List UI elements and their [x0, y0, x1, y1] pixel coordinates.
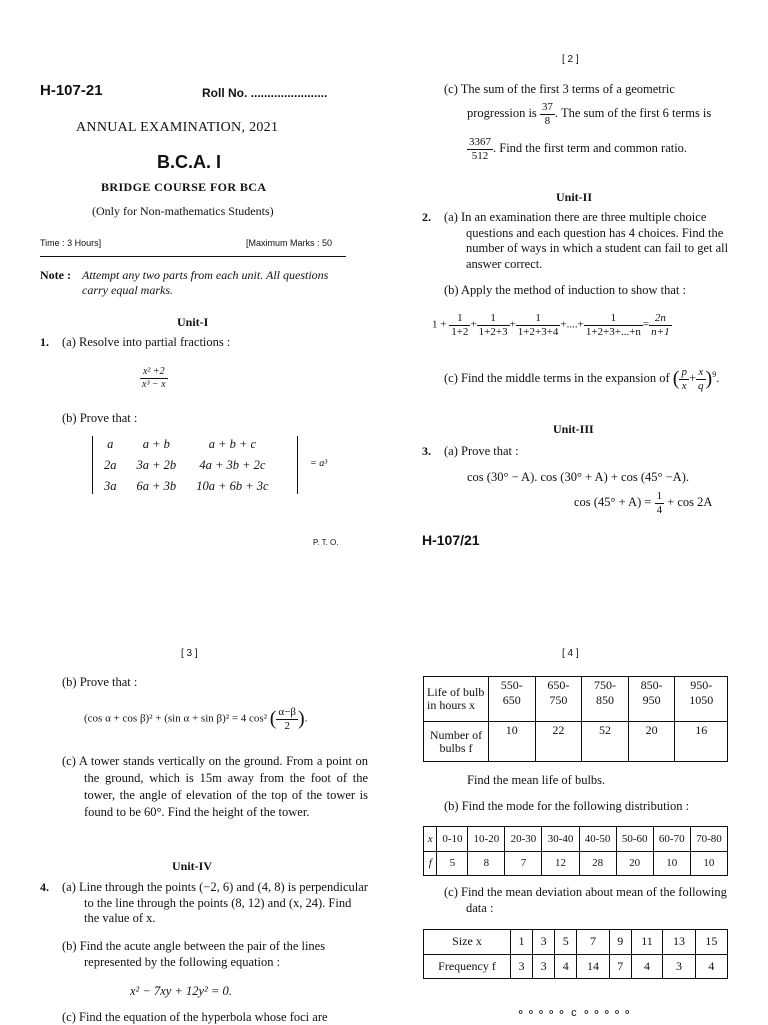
course-title: B.C.A. I [157, 152, 222, 172]
table-row [424, 827, 728, 852]
question-4a: (a) Line through the points (−2, 6) and (4, 8) is perpendicular to the line through the points (8, 12) and (x, 24). Find the value of x. [62, 880, 368, 925]
table-cell: 7 [505, 851, 542, 876]
fraction-numerator: x [696, 366, 706, 380]
question-3-number: 3. [422, 444, 431, 458]
page-number: [ 4 ] [562, 648, 579, 659]
table-cell: 3 [511, 954, 533, 979]
fraction-denominator: 1+2+3 [478, 325, 508, 338]
fraction-denominator: q [698, 379, 704, 392]
bulb-life-table [423, 676, 728, 762]
fraction-denominator: 8 [544, 114, 551, 127]
series-lead: 1 + [432, 318, 447, 331]
unit-4-heading: Unit-IV [172, 859, 213, 873]
fraction-numerator: 2n [649, 312, 671, 326]
question-2-number: 2. [422, 210, 431, 224]
table-cell: 1 [511, 930, 533, 955]
fraction-numerator: x² +2 [140, 366, 168, 379]
partial-fraction-expression [140, 366, 168, 390]
fraction-numerator: 1 [477, 312, 510, 326]
determinant-right-bar [297, 436, 298, 494]
determinant-matrix [94, 434, 279, 497]
fraction-numerator: 37 [541, 101, 553, 113]
fraction-numerator: 1 [584, 312, 643, 326]
determinant-row [94, 476, 279, 497]
plus-sign: + [470, 318, 477, 331]
end-of-paper-mark: ⚬⚬⚬⚬⚬ c ⚬⚬⚬⚬⚬ [516, 1007, 633, 1019]
determinant-row [94, 455, 279, 476]
exam-title: ANNUAL EXAMINATION, 2021 [76, 120, 279, 135]
determinant-left-bar [92, 436, 93, 494]
table-header-cell: 850-950 [628, 677, 675, 722]
question-1a: (a) Resolve into partial fractions : [62, 335, 231, 349]
fraction-numerator: 1 [656, 490, 663, 502]
question-1c-text: progression is [467, 106, 537, 121]
unit-3-heading: Unit-III [553, 422, 594, 436]
table-row [424, 722, 728, 762]
identity-text: (cos α + cos β)² + (sin α + sin β)² = 4 cos² [84, 712, 267, 725]
question-2b: (b) Apply the method of induction to show that : [444, 283, 686, 297]
fraction-denominator: 4 [656, 503, 663, 516]
fraction-numerator: 3367 [469, 136, 491, 148]
table-cell: 9 [609, 930, 631, 955]
page-turn-marker: P. T. O. [313, 538, 339, 547]
determinant-cell: 4a + 3b + 2c [199, 458, 266, 472]
fraction-numerator: 1 [449, 312, 470, 326]
determinant-result: = a³ [310, 458, 328, 469]
determinant-cell: 3a + 2b [136, 458, 177, 472]
table-cell: 14 [577, 954, 609, 979]
question-4b: (b) Find the acute angle between the pair of the lines represented by the following equation : [62, 939, 326, 969]
roll-number: Roll No. ....................... [202, 86, 328, 100]
fraction-denominator: x [681, 379, 687, 392]
table-header-cell: 650-750 [535, 677, 582, 722]
mode-distribution-table [423, 826, 728, 876]
determinant-cell: 2a [104, 458, 117, 472]
table-cell: 20-30 [505, 827, 542, 852]
question-2c: (c) Find the middle terms in the expansion of ( $\frac{p}{x}$ + $\frac{x}{q}$ )$^9$. [444, 366, 720, 392]
table-cell: 15 [695, 930, 727, 955]
table-cell: 22 [535, 722, 582, 762]
table-cell: 4 [555, 954, 577, 979]
determinant-cell: a + b + c [208, 437, 257, 451]
determinant-cell: a + b [142, 437, 170, 451]
paper-code: H-107-21 [40, 82, 103, 99]
table-cell: 10 [690, 851, 727, 876]
table-cell: 30-40 [542, 827, 579, 852]
series-dots: +....+ [560, 318, 584, 331]
determinant-cell: 6a + 3b [136, 479, 177, 493]
footer-paper-code: H-107/21 [422, 532, 480, 548]
table-cell: 60-70 [653, 827, 690, 852]
question-1c-text: . Find the first term and common ratio. [493, 141, 688, 156]
fraction-denominator: 512 [471, 149, 489, 162]
question-4c: (c) Find the equation of the hyperbola whose foci are [62, 1010, 328, 1024]
table-header-cell: Frequency f [424, 954, 511, 979]
table-header-cell: Size x [424, 930, 511, 955]
table-header-cell: 750-850 [582, 677, 629, 722]
question-4-number: 4. [40, 880, 49, 894]
question-3a-line2 [574, 490, 712, 516]
fraction-numerator: α−β [278, 706, 296, 718]
fraction-denominator: 1+2+3+4 [517, 325, 559, 338]
determinant-cell: a [107, 437, 114, 451]
question-3a: (a) Prove that : [444, 444, 519, 458]
table-cell: 40-50 [579, 827, 616, 852]
table-row [424, 677, 728, 722]
page-number: [ 3 ] [181, 648, 198, 659]
table-cell: 28 [579, 851, 616, 876]
question-5c: (c) Find the mean deviation about mean of the following data : [444, 885, 727, 915]
table-header-cell: 950-1050 [675, 677, 728, 722]
table-row [424, 930, 728, 955]
fraction-numerator: p [681, 366, 687, 378]
time-allowed: Time : 3 Hours] [40, 238, 102, 248]
table-header-cell: x [424, 827, 437, 852]
table-row [424, 954, 728, 979]
question-1-number: 1. [40, 335, 49, 349]
note-text: Attempt any two parts from each unit. All questions carry equal marks. [82, 268, 329, 297]
table-cell: 10 [653, 851, 690, 876]
plus-sign: + [509, 318, 516, 331]
fraction-denominator: 2 [284, 719, 290, 732]
table-cell: 4 [695, 954, 727, 979]
page-number: [ 2 ] [562, 54, 579, 65]
determinant-cell: 3a [104, 479, 117, 493]
table-cell: Number of bulbs f [424, 722, 489, 762]
question-1c-line1: (c) The sum of the first 3 terms of a geometric [444, 82, 675, 96]
table-header-cell: Life of bulb in hours x [424, 677, 489, 722]
table-cell: 70-80 [690, 827, 727, 852]
table-cell: 5 [555, 930, 577, 955]
question-1c-text: . The sum of the first 6 terms is [554, 106, 712, 121]
mean-deviation-table [423, 929, 728, 979]
question-1c-line2 [467, 101, 711, 127]
table-cell: 7 [577, 930, 609, 955]
question-1b: (b) Prove that : [62, 411, 138, 425]
table-cell: 4 [631, 954, 663, 979]
table-cell: 5 [437, 851, 468, 876]
question-3a-text: cos (45° + A) = [574, 495, 652, 510]
question-1c-line3 [467, 136, 687, 162]
fraction-denominator: 1+2 [451, 325, 469, 338]
table-cell: 20 [628, 722, 675, 762]
table-cell: 12 [542, 851, 579, 876]
table-cell: 3 [533, 930, 555, 955]
bulb-question-text: Find the mean life of bulbs. [467, 773, 606, 787]
question-3c: (c) A tower stands vertically on the ground. From a point on the ground, which is 15m away from the foot of the tower, the angle of elevation of the top of the tower is found to be 60°. Find the height of the tower. [62, 754, 368, 819]
determinant-row [94, 434, 279, 455]
table-cell: 0-10 [437, 827, 468, 852]
exponent: 9 [712, 369, 717, 379]
determinant-cell: 10a + 6b + 3c [196, 479, 269, 493]
table-cell: 7 [609, 954, 631, 979]
audience-note: (Only for Non-mathematics Students) [92, 204, 274, 218]
equals-sign: = [642, 318, 650, 331]
table-header-cell: 550-650 [489, 677, 536, 722]
table-row [424, 851, 728, 876]
question-3a-text: + cos 2A [667, 495, 713, 510]
table-cell: 3 [663, 954, 695, 979]
note-label: Note : [40, 268, 71, 282]
question-3b: (b) Prove that : [62, 675, 138, 689]
fraction-denominator: 1+2+3+...+n [585, 325, 641, 338]
table-cell: 11 [631, 930, 663, 955]
table-cell: 10 [489, 722, 536, 762]
question-2a: (a) In an examination there are three multiple choice questions and each question has 4 choices. Find the number of ways in which a student can fail to get all answer correct. [444, 210, 729, 271]
unit-1-heading: Unit-I [177, 315, 209, 329]
question-5b: (b) Find the mode for the following distribution : [444, 799, 690, 813]
header-divider [40, 256, 346, 257]
table-cell: 13 [663, 930, 695, 955]
table-cell: 52 [582, 722, 629, 762]
table-cell: 16 [675, 722, 728, 762]
fraction-denominator: x³ − x [142, 378, 166, 390]
subject-title: BRIDGE COURSE FOR BCA [101, 180, 267, 194]
unit-2-heading: Unit-II [556, 190, 593, 204]
maximum-marks: [Maximum Marks : 50 [246, 238, 333, 248]
table-header-cell: f [424, 851, 437, 876]
table-cell: 50-60 [616, 827, 653, 852]
fraction-denominator: n+1 [651, 325, 670, 338]
question-3a-line1: cos (30° − A). cos (30° + A) + cos (45° −A). [467, 470, 689, 484]
question-3b-identity: (cos α + cos β)² + (sin α + sin β)² = 4 cos² ( $\frac{\alpha-\beta}{2}$ ). [84, 706, 308, 732]
table-cell: 20 [616, 851, 653, 876]
fraction-numerator: 1 [516, 312, 561, 326]
table-cell: 8 [468, 851, 505, 876]
question-4b-equation: x² − 7xy + 12y² = 0. [130, 984, 232, 998]
question-2c-text: (c) Find the middle terms in the expansion of [444, 371, 670, 386]
table-cell: 3 [533, 954, 555, 979]
table-cell: 10-20 [468, 827, 505, 852]
induction-series [432, 312, 672, 338]
